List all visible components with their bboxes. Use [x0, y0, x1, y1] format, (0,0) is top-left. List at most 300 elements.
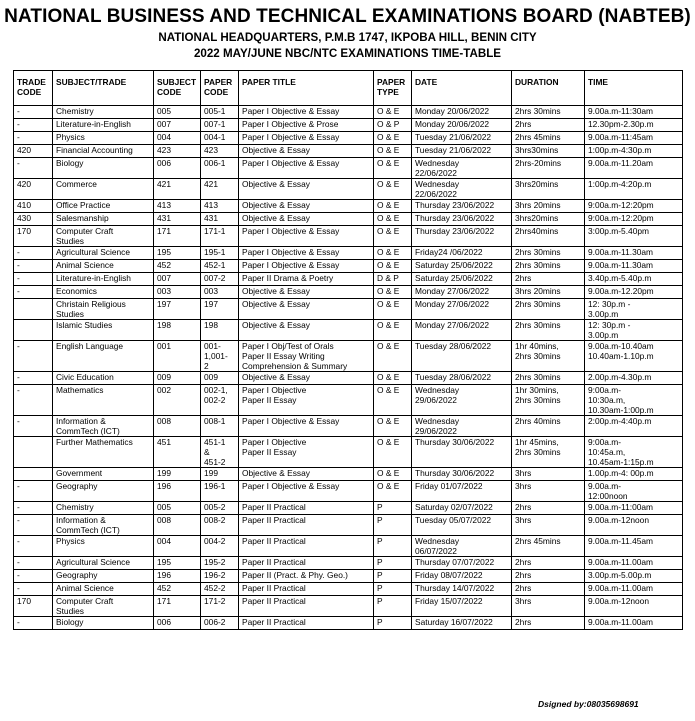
cell-trade-code: -: [14, 106, 53, 119]
cell-subject-code: 001: [154, 341, 201, 372]
cell-time: 9.00a.m-11:45am: [585, 132, 683, 145]
cell-duration: 2hrs 30mins: [512, 260, 585, 273]
cell-subject-trade: Geography: [53, 570, 154, 583]
cell-subject-trade: Economics: [53, 286, 154, 299]
cell-paper-title: Objective & Essay: [239, 286, 374, 299]
cell-paper-title: Objective & Essay: [239, 179, 374, 200]
table-row: [14, 299, 683, 320]
cell-duration: 3hrs 20mins: [512, 286, 585, 299]
cell-paper-title: Paper I Objective & Essay: [239, 106, 374, 119]
cell-subject-trade: Biology: [53, 158, 154, 179]
cell-duration: 2hrs 30mins: [512, 320, 585, 341]
cell-paper-type: O & E: [374, 179, 412, 200]
cell-time: 9:00a.m-12:20pm: [585, 200, 683, 213]
cell-paper-type: P: [374, 502, 412, 515]
cell-subject-code: 431: [154, 213, 201, 226]
cell-paper-type: O & E: [374, 226, 412, 247]
cell-paper-code: 423: [201, 145, 239, 158]
cell-trade-code: [14, 320, 53, 341]
cell-paper-type: P: [374, 536, 412, 557]
cell-trade-code: -: [14, 515, 53, 536]
cell-paper-type: O & E: [374, 468, 412, 481]
cell-paper-type: O & E: [374, 416, 412, 437]
table-row: [14, 106, 683, 119]
cell-paper-code: 452-2: [201, 583, 239, 596]
cell-date: Monday 20/06/2022: [412, 106, 512, 119]
cell-duration: 2hrs 40mins: [512, 416, 585, 437]
cell-duration: 2hrs 30mins: [512, 372, 585, 385]
cell-subject-code: 452: [154, 583, 201, 596]
cell-paper-code: 004-1: [201, 132, 239, 145]
cell-duration: 2hrs40mins: [512, 226, 585, 247]
cell-duration: 1hr 40mins, 2hrs 30mins: [512, 341, 585, 372]
cell-date: Saturday 02/07/2022: [412, 502, 512, 515]
cell-paper-title: Paper I Objective Paper II Essay: [239, 437, 374, 468]
cell-trade-code: -: [14, 260, 53, 273]
table-header-row: [14, 71, 683, 106]
cell-paper-type: P: [374, 557, 412, 570]
cell-paper-title: Objective & Essay: [239, 372, 374, 385]
cell-subject-trade: Agricultural Science: [53, 247, 154, 260]
cell-subject-code: 005: [154, 502, 201, 515]
cell-paper-type: O & E: [374, 481, 412, 502]
table-row: [14, 320, 683, 341]
cell-subject-trade: Commerce: [53, 179, 154, 200]
cell-paper-type: O & E: [374, 286, 412, 299]
cell-paper-type: P: [374, 583, 412, 596]
cell-subject-trade: Chemistry: [53, 502, 154, 515]
cell-trade-code: -: [14, 247, 53, 260]
cell-duration: 3hrs 20mins: [512, 200, 585, 213]
cell-paper-title: Objective & Essay: [239, 200, 374, 213]
cell-paper-title: Objective & Essay: [239, 213, 374, 226]
cell-paper-type: P: [374, 570, 412, 583]
table-row: [14, 570, 683, 583]
cell-subject-code: 421: [154, 179, 201, 200]
cell-duration: 2hrs 30mins: [512, 247, 585, 260]
cell-time: 9:00a.m- 10:30a.m, 10.30am-1:00p.m: [585, 385, 683, 416]
cell-time: 9.00a.m-11.20am: [585, 158, 683, 179]
cell-paper-code: 008-1: [201, 416, 239, 437]
cell-paper-title: Paper II (Pract. & Phy. Geo.): [239, 570, 374, 583]
cell-subject-trade: Animal Science: [53, 583, 154, 596]
cell-trade-code: -: [14, 617, 53, 630]
cell-paper-code: 197: [201, 299, 239, 320]
cell-duration: 3hrs: [512, 596, 585, 617]
cell-time: 1:00p.m-4:20p.m: [585, 179, 683, 200]
cell-paper-code: 005-1: [201, 106, 239, 119]
cell-paper-title: Paper II Drama & Poetry: [239, 273, 374, 286]
cell-time: 9.00a.m-11.00am: [585, 583, 683, 596]
cell-trade-code: [14, 437, 53, 468]
cell-time: 1:00p.m-4:30p.m: [585, 145, 683, 158]
column-header-subject-trade: SUBJECT/TRADE: [53, 71, 154, 106]
cell-subject-code: 006: [154, 617, 201, 630]
cell-subject-code: 003: [154, 286, 201, 299]
cell-time: 3.40p.m-5.40p.m: [585, 273, 683, 286]
cell-paper-code: 006-2: [201, 617, 239, 630]
cell-date: Monday 27/06/2022: [412, 299, 512, 320]
column-header-time: TIME: [585, 71, 683, 106]
cell-subject-trade: Literature-in-English: [53, 119, 154, 132]
cell-paper-code: 004-2: [201, 536, 239, 557]
cell-paper-type: O & E: [374, 437, 412, 468]
cell-subject-code: 006: [154, 158, 201, 179]
table-row: [14, 132, 683, 145]
cell-paper-title: Objective & Essay: [239, 145, 374, 158]
table-row: [14, 286, 683, 299]
cell-paper-type: O & E: [374, 341, 412, 372]
column-header-paper-code: PAPER CODE: [201, 71, 239, 106]
cell-paper-title: Objective & Essay: [239, 468, 374, 481]
cell-subject-code: 198: [154, 320, 201, 341]
cell-paper-title: Paper II Practical: [239, 515, 374, 536]
cell-paper-title: Paper II Practical: [239, 536, 374, 557]
cell-paper-type: O & E: [374, 372, 412, 385]
cell-subject-code: 007: [154, 119, 201, 132]
cell-paper-type: D & P: [374, 273, 412, 286]
cell-paper-type: O & E: [374, 299, 412, 320]
cell-paper-type: P: [374, 596, 412, 617]
cell-subject-code: 451: [154, 437, 201, 468]
cell-paper-code: 009: [201, 372, 239, 385]
cell-subject-code: 196: [154, 481, 201, 502]
cell-subject-trade: Biology: [53, 617, 154, 630]
cell-subject-trade: Islamic Studies: [53, 320, 154, 341]
table-row: [14, 213, 683, 226]
cell-time: 3.00p.m-5.00p.m: [585, 570, 683, 583]
cell-date: Thursday 14/07/2022: [412, 583, 512, 596]
cell-date: Wednesday 29/06/2022: [412, 416, 512, 437]
cell-trade-code: 170: [14, 596, 53, 617]
cell-paper-type: O & E: [374, 385, 412, 416]
cell-subject-code: 195: [154, 557, 201, 570]
cell-subject-code: 171: [154, 596, 201, 617]
cell-subject-trade: Salesmanship: [53, 213, 154, 226]
cell-duration: 2hrs: [512, 617, 585, 630]
cell-time: 9.00a.m- 12:00noon: [585, 481, 683, 502]
cell-subject-trade: Chemistry: [53, 106, 154, 119]
cell-paper-type: O & E: [374, 247, 412, 260]
table-row: [14, 200, 683, 213]
cell-date: Thursday 23/06/2022: [412, 200, 512, 213]
cell-date: Wednesday 22/06/2022: [412, 179, 512, 200]
cell-paper-code: 195-1: [201, 247, 239, 260]
cell-time: 2.00p.m-4.30p.m: [585, 372, 683, 385]
cell-time: 9:00a.m- 10:45a.m, 10.45am-1:15p.m: [585, 437, 683, 468]
cell-trade-code: -: [14, 385, 53, 416]
cell-paper-title: Paper I Objective & Essay: [239, 132, 374, 145]
table-row: [14, 247, 683, 260]
cell-time: 9.00a.m-11.30am: [585, 260, 683, 273]
cell-paper-title: Paper I Objective & Essay: [239, 247, 374, 260]
cell-paper-code: 196-2: [201, 570, 239, 583]
cell-duration: 2hrs: [512, 557, 585, 570]
cell-time: 9.00a.m-11.00am: [585, 617, 683, 630]
table-row: [14, 385, 683, 416]
cell-date: Monday 27/06/2022: [412, 320, 512, 341]
cell-date: Tuesday 05/07/2022: [412, 515, 512, 536]
table-row: [14, 557, 683, 570]
cell-paper-title: Paper II Practical: [239, 596, 374, 617]
cell-trade-code: -: [14, 481, 53, 502]
cell-date: Tuesday 28/06/2022: [412, 341, 512, 372]
table-row: [14, 145, 683, 158]
cell-subject-code: 195: [154, 247, 201, 260]
cell-paper-type: P: [374, 617, 412, 630]
cell-date: Friday 15/07/2022: [412, 596, 512, 617]
cell-subject-trade: Further Mathematics: [53, 437, 154, 468]
designer-credit: Dsigned by:08035698691: [538, 699, 639, 709]
cell-paper-code: 005-2: [201, 502, 239, 515]
cell-time: 1.00p.m-4: 00p.m: [585, 468, 683, 481]
cell-trade-code: [14, 299, 53, 320]
cell-paper-code: 195-2: [201, 557, 239, 570]
cell-subject-code: 413: [154, 200, 201, 213]
cell-trade-code: -: [14, 341, 53, 372]
cell-duration: 3hrs: [512, 481, 585, 502]
cell-paper-title: Paper I Objective & Essay: [239, 260, 374, 273]
document-address: NATIONAL HEADQUARTERS, P.M.B 1747, IKPOBA HILL, BENIN CITY: [158, 31, 537, 44]
cell-paper-code: 431: [201, 213, 239, 226]
table-row: [14, 260, 683, 273]
cell-paper-code: 451-1 & 451-2: [201, 437, 239, 468]
cell-date: Thursday 30/06/2022: [412, 437, 512, 468]
cell-trade-code: -: [14, 286, 53, 299]
cell-subject-trade: Agricultural Science: [53, 557, 154, 570]
cell-trade-code: 420: [14, 179, 53, 200]
cell-subject-trade: Christain Religious Studies: [53, 299, 154, 320]
cell-date: Thursday 23/06/2022: [412, 213, 512, 226]
table-row: [14, 372, 683, 385]
cell-trade-code: -: [14, 416, 53, 437]
cell-subject-trade: Computer Craft Studies: [53, 596, 154, 617]
table-row: [14, 179, 683, 200]
cell-date: Wednesday 06/07/2022: [412, 536, 512, 557]
cell-paper-code: 413: [201, 200, 239, 213]
cell-subject-code: 423: [154, 145, 201, 158]
cell-subject-code: 005: [154, 106, 201, 119]
cell-trade-code: -: [14, 583, 53, 596]
table-row: [14, 158, 683, 179]
cell-duration: 2hrs: [512, 273, 585, 286]
cell-subject-code: 197: [154, 299, 201, 320]
cell-time: 12: 30p.m - 3.00p.m: [585, 320, 683, 341]
cell-date: Saturday 25/06/2022: [412, 260, 512, 273]
cell-time: 9.00a.m-12.20pm: [585, 286, 683, 299]
cell-duration: 2hrs 45mins: [512, 132, 585, 145]
table-row: [14, 502, 683, 515]
cell-time: 12: 30p.m - 3.00p.m: [585, 299, 683, 320]
cell-date: Tuesday 28/06/2022: [412, 372, 512, 385]
cell-subject-code: 004: [154, 536, 201, 557]
cell-duration: 2hrs 30mins: [512, 299, 585, 320]
cell-paper-code: 003: [201, 286, 239, 299]
cell-time: 9.00a.m-11:30am: [585, 106, 683, 119]
column-header-date: DATE: [412, 71, 512, 106]
table-row: [14, 515, 683, 536]
table-body: [14, 106, 683, 630]
table-row: [14, 583, 683, 596]
cell-date: Wednesday 22/06/2022: [412, 158, 512, 179]
table-row: [14, 481, 683, 502]
cell-subject-trade: Animal Science: [53, 260, 154, 273]
cell-duration: 2hrs 30mins: [512, 106, 585, 119]
cell-subject-trade: Information & CommTech (ICT): [53, 416, 154, 437]
cell-paper-type: O & E: [374, 200, 412, 213]
cell-trade-code: -: [14, 119, 53, 132]
cell-subject-code: 196: [154, 570, 201, 583]
cell-paper-type: O & E: [374, 213, 412, 226]
cell-duration: 1hr 45mins, 2hrs 30mins: [512, 437, 585, 468]
cell-date: Saturday 16/07/2022: [412, 617, 512, 630]
cell-trade-code: -: [14, 372, 53, 385]
cell-subject-trade: Financial Accounting: [53, 145, 154, 158]
cell-trade-code: 430: [14, 213, 53, 226]
cell-paper-title: Paper II Practical: [239, 502, 374, 515]
cell-duration: 3hrs: [512, 515, 585, 536]
cell-subject-code: 199: [154, 468, 201, 481]
cell-subject-trade: Literature-in-English: [53, 273, 154, 286]
cell-paper-code: 452-1: [201, 260, 239, 273]
table-row: [14, 617, 683, 630]
cell-trade-code: -: [14, 536, 53, 557]
cell-subject-code: 002: [154, 385, 201, 416]
cell-paper-type: O & E: [374, 260, 412, 273]
cell-paper-code: 002-1, 002-2: [201, 385, 239, 416]
table-row: [14, 596, 683, 617]
cell-trade-code: -: [14, 557, 53, 570]
cell-duration: 3hrs20mins: [512, 179, 585, 200]
cell-trade-code: -: [14, 132, 53, 145]
cell-paper-type: O & E: [374, 158, 412, 179]
cell-paper-title: Objective & Essay: [239, 320, 374, 341]
cell-date: Friday24 /06/2022: [412, 247, 512, 260]
cell-subject-trade: English Language: [53, 341, 154, 372]
cell-paper-title: Paper II Practical: [239, 617, 374, 630]
cell-trade-code: 410: [14, 200, 53, 213]
table-row: [14, 273, 683, 286]
cell-subject-trade: Computer Craft Studies: [53, 226, 154, 247]
cell-duration: 2hrs: [512, 119, 585, 132]
cell-paper-code: 006-1: [201, 158, 239, 179]
cell-trade-code: -: [14, 502, 53, 515]
cell-paper-code: 007-2: [201, 273, 239, 286]
cell-subject-trade: Physics: [53, 132, 154, 145]
cell-duration: 2hrs: [512, 570, 585, 583]
cell-date: Wednesday 29/06/2022: [412, 385, 512, 416]
cell-duration: 3hrs30mins: [512, 145, 585, 158]
cell-subject-trade: Mathematics: [53, 385, 154, 416]
cell-paper-code: 171-1: [201, 226, 239, 247]
cell-paper-title: Paper I Objective & Essay: [239, 481, 374, 502]
cell-paper-type: O & P: [374, 119, 412, 132]
cell-subject-trade: Information & CommTech (ICT): [53, 515, 154, 536]
cell-subject-code: 171: [154, 226, 201, 247]
document-subtitle: 2022 MAY/JUNE NBC/NTC EXAMINATIONS TIME-TABLE: [193, 47, 502, 60]
cell-paper-title: Paper II Practical: [239, 557, 374, 570]
column-header-subject-code: SUBJECT CODE: [154, 71, 201, 106]
cell-duration: 2hrs: [512, 583, 585, 596]
cell-date: Friday 01/07/2022: [412, 481, 512, 502]
cell-duration: 2hrs-20mins: [512, 158, 585, 179]
cell-subject-code: 004: [154, 132, 201, 145]
cell-paper-type: O & E: [374, 320, 412, 341]
cell-subject-code: 008: [154, 416, 201, 437]
cell-paper-type: O & E: [374, 145, 412, 158]
cell-subject-trade: Physics: [53, 536, 154, 557]
cell-paper-type: O & E: [374, 106, 412, 119]
document-title: NATIONAL BUSINESS AND TECHNICAL EXAMINATIONS BOARD (NABTEB): [4, 6, 691, 27]
cell-paper-title: Paper II Practical: [239, 583, 374, 596]
cell-subject-trade: Civic Education: [53, 372, 154, 385]
cell-paper-title: Paper I Objective Paper II Essay: [239, 385, 374, 416]
cell-subject-code: 007: [154, 273, 201, 286]
cell-paper-type: O & E: [374, 132, 412, 145]
cell-time: 9.00a.m-11.00am: [585, 557, 683, 570]
cell-trade-code: -: [14, 158, 53, 179]
cell-subject-code: 009: [154, 372, 201, 385]
cell-date: Monday 27/06/2022: [412, 286, 512, 299]
cell-duration: 1hr 30mins, 2hrs 30mins: [512, 385, 585, 416]
table-row: [14, 226, 683, 247]
cell-date: Thursday 23/06/2022: [412, 226, 512, 247]
table-row: [14, 468, 683, 481]
table-row: [14, 437, 683, 468]
cell-paper-title: Paper I Objective & Prose: [239, 119, 374, 132]
cell-trade-code: -: [14, 273, 53, 286]
column-header-duration: DURATION: [512, 71, 585, 106]
cell-time: 9:00a.m-12:20pm: [585, 213, 683, 226]
cell-time: 9.00a.m-11.30am: [585, 247, 683, 260]
cell-date: Friday 08/07/2022: [412, 570, 512, 583]
cell-trade-code: 170: [14, 226, 53, 247]
cell-date: Thursday 07/07/2022: [412, 557, 512, 570]
cell-time: 9.00a.m-11.45am: [585, 536, 683, 557]
cell-time: 9.00a.m-10.40am 10.40am-1.10p.m: [585, 341, 683, 372]
table-row: [14, 119, 683, 132]
cell-trade-code: 420: [14, 145, 53, 158]
cell-date: Tuesday 21/06/2022: [412, 145, 512, 158]
cell-subject-code: 452: [154, 260, 201, 273]
cell-paper-code: 199: [201, 468, 239, 481]
cell-paper-title: Paper I Objective & Essay: [239, 416, 374, 437]
cell-date: Tuesday 21/06/2022: [412, 132, 512, 145]
cell-duration: 2hrs 45mins: [512, 536, 585, 557]
cell-time: 9.00a.m-12noon: [585, 596, 683, 617]
cell-paper-code: 196-1: [201, 481, 239, 502]
cell-trade-code: [14, 468, 53, 481]
cell-paper-code: 171-2: [201, 596, 239, 617]
cell-date: Monday 20/06/2022: [412, 119, 512, 132]
column-header-paper-title: PAPER TITLE: [239, 71, 374, 106]
table-row: [14, 536, 683, 557]
cell-paper-title: Objective & Essay: [239, 299, 374, 320]
cell-paper-code: 008-2: [201, 515, 239, 536]
column-header-paper-type: PAPER TYPE: [374, 71, 412, 106]
timetable: [13, 70, 683, 630]
cell-paper-code: 001- 1,001- 2: [201, 341, 239, 372]
cell-time: 9.00a.m-12noon: [585, 515, 683, 536]
cell-time: 12.30pm-2.30p.m: [585, 119, 683, 132]
cell-subject-trade: Government: [53, 468, 154, 481]
cell-subject-trade: Geography: [53, 481, 154, 502]
cell-time: 3:00p.m-5.40pm: [585, 226, 683, 247]
cell-paper-title: Paper I Obj/Test of Orals Paper II Essay Writing Comprehension & Summary: [239, 341, 374, 372]
table-row: [14, 416, 683, 437]
cell-time: 9.00a.m-11:00am: [585, 502, 683, 515]
cell-paper-type: P: [374, 515, 412, 536]
